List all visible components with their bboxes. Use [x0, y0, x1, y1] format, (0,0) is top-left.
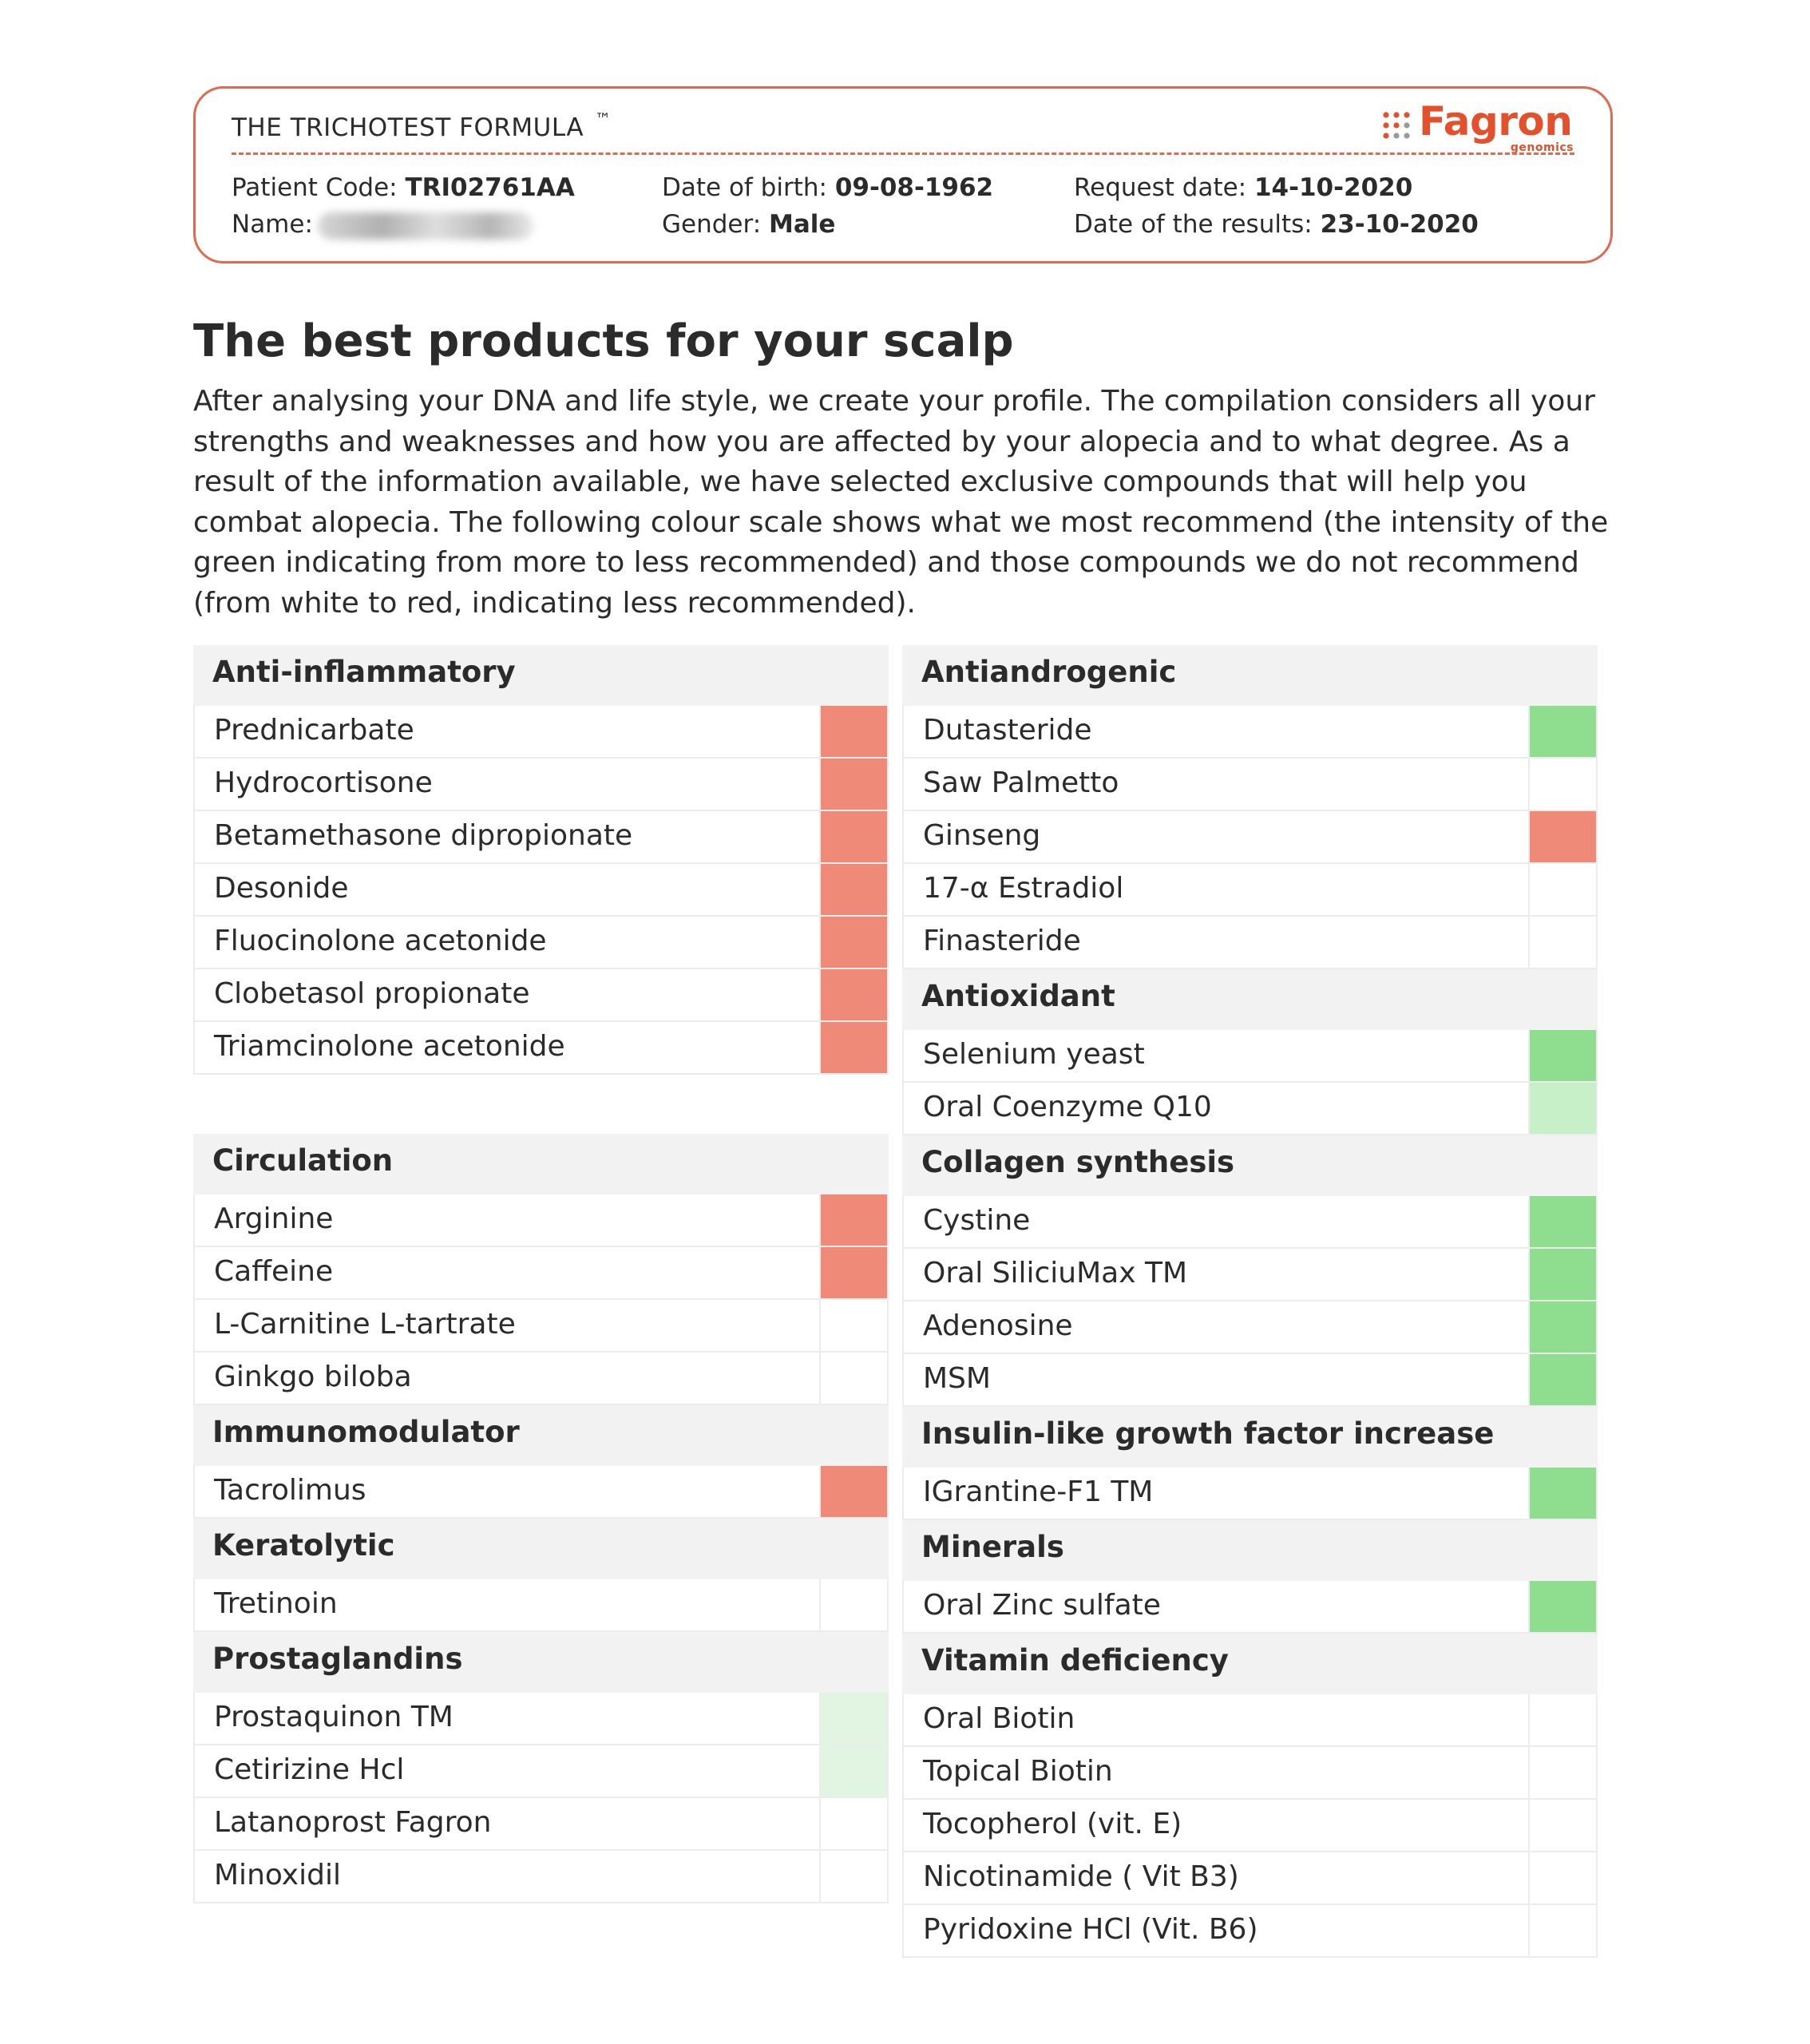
compound-name: Saw Palmetto	[923, 766, 1119, 799]
section-spacer	[193, 1075, 889, 1134]
compound-row	[902, 1747, 1598, 1800]
category-name: Vitamin deficiency	[921, 1643, 1229, 1678]
compound-row	[193, 1353, 889, 1405]
compound-name: Latanoprost Fagron	[214, 1806, 492, 1839]
recommendation-swatch-neutral	[1528, 1905, 1596, 1956]
compound-name: Selenium yeast	[923, 1038, 1145, 1071]
compound-row	[902, 1800, 1598, 1852]
compound-row	[193, 917, 889, 969]
category-header-anti-inflammatory	[193, 645, 889, 706]
compound-row	[193, 1693, 889, 1745]
compound-row	[902, 1694, 1598, 1747]
recommendation-swatch-green-strong	[1528, 1196, 1596, 1247]
recommendation-swatch-neutral	[1528, 864, 1596, 915]
category-name: Keratolytic	[212, 1528, 395, 1563]
recommendation-swatch-neutral	[1528, 917, 1596, 968]
compound-name: Prostaquinon TM	[214, 1701, 453, 1733]
recommendation-swatch-red	[819, 706, 887, 757]
compound-name: Minoxidil	[214, 1859, 341, 1891]
intro-paragraph: After analysing your DNA and life style, we create your profile. The compilation considers all your strengths and weaknesses and how you are affected by your alopecia and to what degree. As a result of the information available, we have selected exclusive compounds that will help you combat alopecia. The following colour scale shows what we most recommend (the intensity of the green indicating from more to less recommended) and those compounds we do not recommend (from white to red, indicating less recommended).	[193, 385, 1609, 620]
recommendation-swatch-red	[819, 1247, 887, 1298]
recommendation-swatch-neutral	[819, 1851, 887, 1902]
compound-name: Triamcinolone acetonide	[214, 1030, 565, 1063]
category-name: Immunomodulator	[212, 1415, 520, 1449]
recommendation-swatch-neutral	[819, 1798, 887, 1849]
logo-wordmark: Fagron	[1419, 98, 1573, 145]
compound-row	[902, 1249, 1598, 1301]
compound-name: Oral SiliciuMax TM	[923, 1257, 1188, 1289]
trademark-symbol: ™	[595, 109, 612, 129]
recommendation-swatch-neutral	[819, 1579, 887, 1630]
compound-name: Ginkgo biloba	[214, 1361, 412, 1393]
compound-name: Adenosine	[923, 1309, 1073, 1342]
fagron-logo	[1382, 98, 1574, 154]
compound-row	[902, 1083, 1598, 1135]
page-title: The best products for your scalp	[193, 315, 1014, 367]
redacted-name	[318, 212, 533, 240]
category-name: Antiandrogenic	[921, 655, 1177, 689]
recommendation-swatch-red	[819, 864, 887, 915]
recommendation-swatch-green-strong	[1528, 1581, 1596, 1632]
compound-name: Oral Coenzyme Q10	[923, 1091, 1212, 1123]
category-header-vitamin-deficiency	[902, 1634, 1598, 1694]
compound-row	[902, 864, 1598, 917]
compound-name: Tocopherol (vit. E)	[923, 1808, 1182, 1840]
compound-row	[193, 1194, 889, 1247]
report-title	[232, 109, 612, 142]
recommendation-swatch-red	[1528, 811, 1596, 862]
recommendation-swatch-green-strong	[1528, 1030, 1596, 1081]
compound-row	[193, 759, 889, 811]
gender: Gender: Male	[662, 210, 836, 239]
compound-name: Clobetasol propionate	[214, 977, 530, 1010]
recommendation-swatch-neutral	[1528, 1747, 1596, 1798]
category-name: Insulin-like growth factor increase	[921, 1416, 1495, 1451]
recommendation-swatch-red	[819, 811, 887, 862]
compound-row	[902, 917, 1598, 969]
compound-name: L-Carnitine L-tartrate	[214, 1308, 516, 1341]
recommendation-swatch-green-strong	[1528, 1249, 1596, 1300]
compound-name: 17-α Estradiol	[923, 872, 1124, 905]
logo-subtitle: genomics	[1510, 141, 1574, 154]
compound-row	[193, 1300, 889, 1353]
compound-row	[902, 1301, 1598, 1354]
compound-row	[193, 1022, 889, 1075]
recommendation-swatch-neutral	[819, 1300, 887, 1351]
compound-name: Dutasteride	[923, 714, 1092, 747]
compound-row	[193, 811, 889, 864]
compound-name: Cystine	[923, 1204, 1031, 1237]
date-of-birth: Date of birth: 09-08-1962	[662, 173, 994, 202]
compound-row	[902, 811, 1598, 864]
recommendation-swatch-red	[819, 969, 887, 1020]
compound-row	[193, 969, 889, 1022]
recommendation-swatch-green-strong	[1528, 1301, 1596, 1353]
compound-name: Ginseng	[923, 819, 1041, 852]
recommendation-swatch-green-strong	[1528, 1354, 1596, 1405]
category-name: Circulation	[212, 1143, 394, 1178]
category-header-antiandrogenic	[902, 645, 1598, 706]
gender-value: Male	[769, 210, 836, 239]
logo-dots-icon	[1382, 111, 1411, 140]
recommendation-swatch-green-strong	[1528, 706, 1596, 757]
recommendation-swatch-neutral	[1528, 1852, 1596, 1903]
results-date: Date of the results: 23-10-2020	[1074, 210, 1479, 239]
header-divider	[232, 153, 1574, 155]
compound-name: Tretinoin	[214, 1587, 338, 1620]
compound-row	[193, 1745, 889, 1798]
compound-name: Pyridoxine HCl (Vit. B6)	[923, 1913, 1258, 1946]
results-date-value: 23-10-2020	[1320, 210, 1479, 239]
recommendation-swatch-red	[819, 1466, 887, 1517]
recommendation-swatch-green-light	[1528, 1083, 1596, 1134]
compound-row	[193, 1579, 889, 1632]
report-header	[193, 86, 1613, 263]
compound-row	[902, 759, 1598, 811]
compound-row	[193, 1247, 889, 1300]
category-header-antioxidant	[902, 969, 1598, 1030]
compound-row	[902, 1196, 1598, 1249]
compound-name: Betamethasone dipropionate	[214, 819, 633, 852]
compound-row	[902, 1030, 1598, 1083]
category-header-collagen-synthesis	[902, 1135, 1598, 1196]
recommendation-swatch-red	[819, 1194, 887, 1246]
compound-name: Cetirizine Hcl	[214, 1753, 405, 1786]
right-compound-column	[902, 645, 1598, 1958]
compound-name: Fluocinolone acetonide	[214, 925, 547, 957]
recommendation-swatch-green-pale	[819, 1745, 887, 1796]
recommendation-swatch-red	[819, 759, 887, 810]
patient-code-value: TRI02761AA	[405, 173, 575, 202]
compound-name: Oral Biotin	[923, 1702, 1075, 1735]
compound-name: Prednicarbate	[214, 714, 414, 747]
compound-row	[193, 1798, 889, 1851]
compound-name: Desonide	[214, 872, 349, 905]
recommendation-swatch-green-pale	[819, 1693, 887, 1744]
compound-name: Topical Biotin	[923, 1755, 1113, 1788]
compound-name: Caffeine	[214, 1255, 334, 1288]
report-title-text: THE TRICHOTEST FORMULA	[232, 113, 584, 142]
recommendation-swatch-red	[819, 917, 887, 968]
compound-name: Hydrocortisone	[214, 766, 433, 799]
category-header-keratolytic	[193, 1519, 889, 1579]
category-header-insulin-like-growth-factor-increase	[902, 1407, 1598, 1468]
category-header-prostaglandins	[193, 1632, 889, 1693]
category-header-immunomodulator	[193, 1405, 889, 1466]
compound-name: Nicotinamide ( Vit B3)	[923, 1860, 1239, 1893]
compound-name: IGrantine-F1 TM	[923, 1476, 1154, 1508]
recommendation-swatch-neutral	[1528, 759, 1596, 810]
recommendation-swatch-neutral	[1528, 1800, 1596, 1851]
recommendation-swatch-neutral	[1528, 1694, 1596, 1745]
recommendation-swatch-red	[819, 1022, 887, 1073]
compound-name: Oral Zinc sulfate	[923, 1589, 1161, 1622]
category-name: Prostaglandins	[212, 1642, 463, 1676]
compound-name: Arginine	[214, 1202, 334, 1235]
category-header-minerals	[902, 1520, 1598, 1581]
compound-row	[193, 706, 889, 759]
compound-row	[902, 706, 1598, 759]
compound-row	[193, 864, 889, 917]
patient-code: Patient Code: TRI02761AA	[232, 173, 575, 202]
category-name: Collagen synthesis	[921, 1145, 1235, 1179]
compound-name: Finasteride	[923, 925, 1081, 957]
category-header-circulation	[193, 1134, 889, 1194]
compound-row	[193, 1466, 889, 1519]
compound-row	[902, 1468, 1598, 1520]
compound-name: MSM	[923, 1362, 991, 1395]
compound-name: Tacrolimus	[214, 1474, 366, 1507]
left-compound-column	[193, 645, 889, 1903]
recommendation-swatch-green-strong	[1528, 1468, 1596, 1519]
recommendation-swatch-neutral	[819, 1353, 887, 1404]
compound-row	[902, 1581, 1598, 1634]
category-name: Minerals	[921, 1530, 1064, 1564]
category-name: Anti-inflammatory	[212, 655, 516, 689]
compound-row	[193, 1851, 889, 1903]
request-date: Request date: 14-10-2020	[1074, 173, 1413, 202]
category-name: Antioxidant	[921, 979, 1115, 1013]
request-date-value: 14-10-2020	[1254, 173, 1413, 202]
compound-row	[902, 1852, 1598, 1905]
compound-row	[902, 1354, 1598, 1407]
dob-value: 09-08-1962	[834, 173, 994, 202]
patient-name: Name:	[232, 210, 533, 240]
compound-row	[902, 1905, 1598, 1958]
